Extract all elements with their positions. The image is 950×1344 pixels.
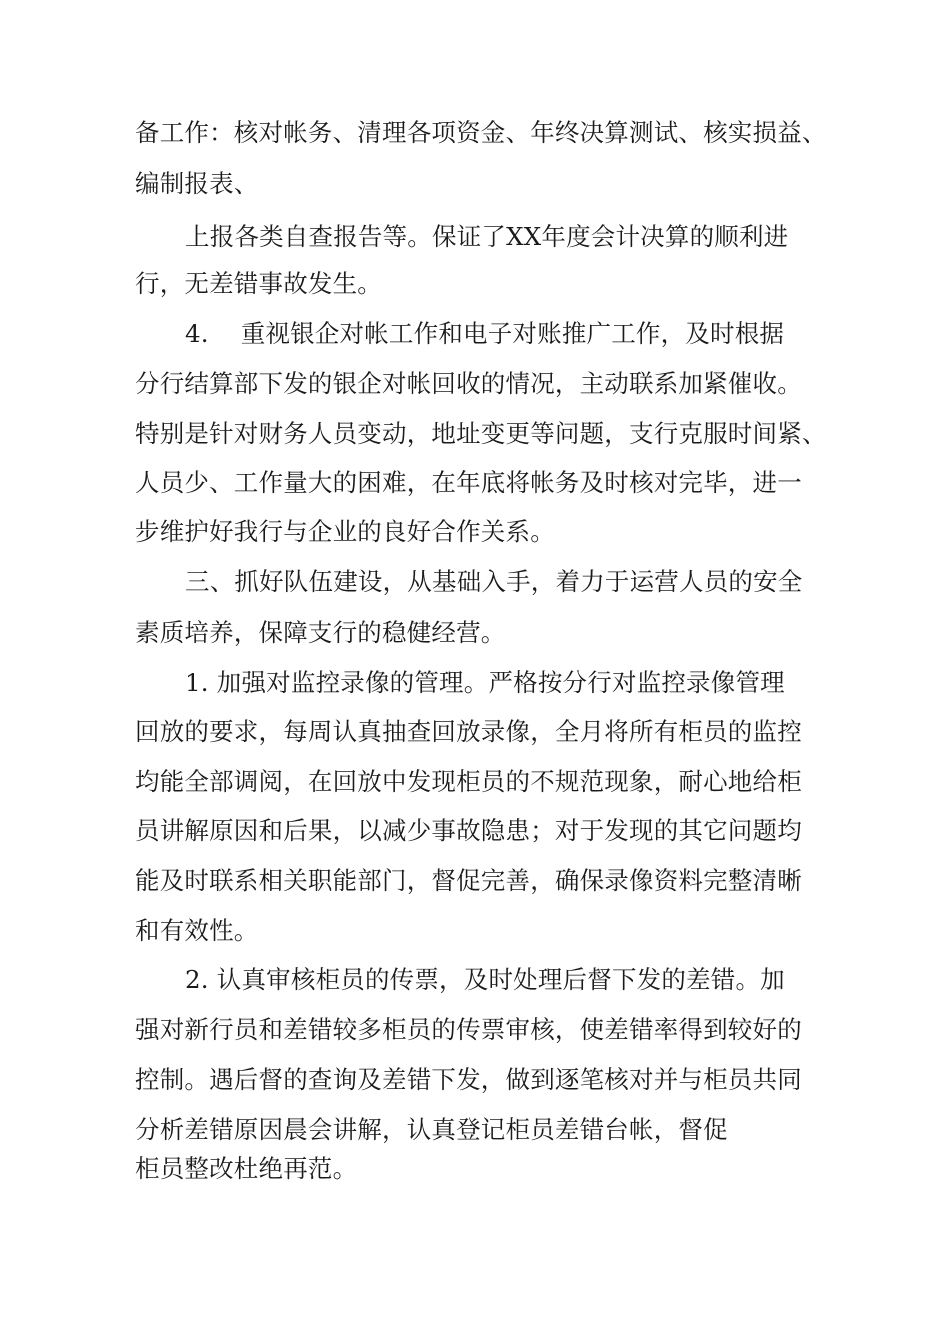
text-line: 人员少、工作量大的困难，在年底将帐务及时核对完毕，进一 xyxy=(135,468,802,497)
text-line: 2. 认真审核柜员的传票，及时处理后督下发的差错。加 xyxy=(185,965,785,994)
text-line: 分析差错原因晨会讲解，认真登记柜员差错台帐，督促 xyxy=(135,1115,728,1144)
text-line: 强对新行员和差错较多柜员的传票审核，使差错率得到较好的 xyxy=(135,1015,802,1044)
text-line: 步维护好我行与企业的良好合作关系。 xyxy=(135,517,555,546)
text-line: 和有效性。 xyxy=(135,916,259,945)
text-line: 特别是针对财务人员变动，地址变更等问题，支行克服时间紧、 xyxy=(135,419,827,448)
text-line: 回放的要求，每周认真抽查回放录像，全月将所有柜员的监控 xyxy=(135,717,802,746)
text-line: 柜员整改杜绝再范。 xyxy=(135,1154,358,1183)
text-line: 均能全部调阅，在回放中发现柜员的不规范现象，耐心地给柜 xyxy=(135,767,802,796)
text-line: 素质培养，保障支行的稳健经营。 xyxy=(135,618,506,647)
text-line: 员讲解原因和后果，以减少事故隐患；对于发现的其它问题均 xyxy=(135,816,802,845)
text-line: 4. 重视银企对帐工作和电子对账推广工作，及时根据 xyxy=(185,319,785,348)
text-line: 能及时联系相关职能部门，督促完善，确保录像资料完整清晰 xyxy=(135,866,802,895)
text-line: 三、抓好队伍建设，从基础入手，着力于运营人员的安全 xyxy=(185,567,803,596)
text-line: 编制报表、 xyxy=(135,169,259,198)
text-line: 控制。遇后督的查询及差错下发，做到逐笔核对并与柜员共同 xyxy=(135,1065,802,1094)
text-line: 上报各类自查报告等。保证了XX年度会计决算的顺利进 xyxy=(185,222,789,251)
text-line: 行，无差错事故发生。 xyxy=(135,269,382,298)
text-line: 备工作：核对帐务、清理各项资金、年终决算测试、核实损益、 xyxy=(135,118,827,147)
text-line: 分行结算部下发的银企对帐回收的情况，主动联系加紧催收。 xyxy=(135,369,802,398)
text-line: 1. 加强对监控录像的管理。严格按分行对监控录像管理 xyxy=(185,668,785,697)
